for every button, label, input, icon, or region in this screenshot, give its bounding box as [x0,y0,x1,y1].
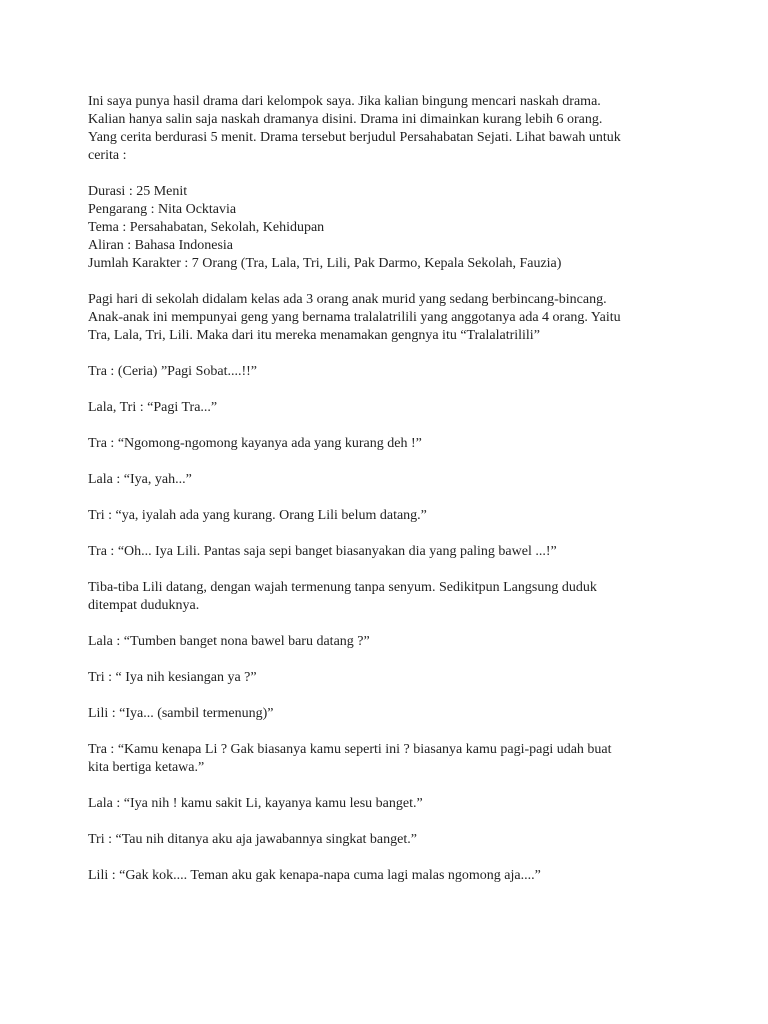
dialogue-line [88,471,688,489]
info-characters: Jumlah Karakter : 7 Orang (Tra, Lala, Tri, Lili, Pak Darmo, Kepala Sekolah, Fauzia) [88,256,562,271]
dialogue-line [88,705,688,723]
text-line: Tra, Lala, Tri, Lili. Maka dari itu mereka menamakan gengnya itu “Tralalatrilili” [88,328,540,343]
dialogue-line [88,795,688,813]
info-duration: Durasi : 25 Menit [88,184,188,199]
text-line: cerita : [88,148,127,163]
text-line: Lili : “Iya... (sambil termenung)” [88,706,274,721]
dialogue-line [88,507,688,525]
dialogue-line [88,741,688,777]
text-line: Anak-anak ini mempunyai geng yang bernama tralalatrilili yang anggotanya ada 4 orang. Yaitu [88,310,621,325]
text-line: Yang cerita berdurasi 5 menit. Drama tersebut berjudul Persahabatan Sejati. Lihat bawah untuk [88,130,621,145]
text-line: Pagi hari di sekolah didalam kelas ada 3 orang anak murid yang sedang berbincang-bincang. [88,292,607,307]
text-line: Lala : “Iya, yah...” [88,472,192,487]
dialogue-line [88,669,688,687]
dialogue-line [88,363,688,381]
text-line: ditempat duduknya. [88,598,200,613]
text-line: Tra : (Ceria) ”Pagi Sobat....!!” [88,364,257,379]
text-line: Kalian hanya salin saja naskah dramanya disini. Drama ini dimainkan kurang lebih 6 orang. [88,112,603,127]
narration-paragraph [88,291,688,345]
intro-paragraph [88,93,688,165]
document-page [88,93,688,903]
dialogue-line [88,435,688,453]
dialogue-line [88,399,688,417]
text-line: Tri : “Tau nih ditanya aku aja jawabannya singkat banget.” [88,832,417,847]
dialogue-line [88,831,688,849]
text-line: Tiba-tiba Lili datang, dengan wajah termenung tanpa senyum. Sedikitpun Langsung duduk [88,580,597,595]
dialogue-line [88,543,688,561]
text-line: Tri : “ya, iyalah ada yang kurang. Orang Lili belum datang.” [88,508,427,523]
info-author: Pengarang : Nita Ocktavia [88,202,237,217]
text-line: Tra : “Kamu kenapa Li ? Gak biasanya kamu seperti ini ? biasanya kamu pagi-pagi udah buat [88,742,612,757]
text-line: Lala, Tri : “Pagi Tra...” [88,400,218,415]
text-line: Tra : “Oh... Iya Lili. Pantas saja sepi banget biasanyakan dia yang paling bawel ...!” [88,544,557,559]
text-line: Lala : “Iya nih ! kamu sakit Li, kayanya kamu lesu banget.” [88,796,423,811]
info-theme: Tema : Persahabatan, Sekolah, Kehidupan [88,220,325,235]
text-line: Lala : “Tumben banget nona bawel baru datang ?” [88,634,370,649]
text-line: Tri : “ Iya nih kesiangan ya ?” [88,670,257,685]
narration-paragraph [88,579,688,615]
dialogue-line [88,633,688,651]
text-line: Tra : “Ngomong-ngomong kayanya ada yang kurang deh !” [88,436,422,451]
dialogue-line [88,867,688,885]
text-line: Lili : “Gak kok.... Teman aku gak kenapa-napa cuma lagi malas ngomong aja....” [88,868,541,883]
info-genre: Aliran : Bahasa Indonesia [88,238,234,253]
info-list [88,183,688,273]
text-line: kita bertiga ketawa.” [88,760,205,775]
text-line: Ini saya punya hasil drama dari kelompok saya. Jika kalian bingung mencari naskah drama. [88,94,601,109]
